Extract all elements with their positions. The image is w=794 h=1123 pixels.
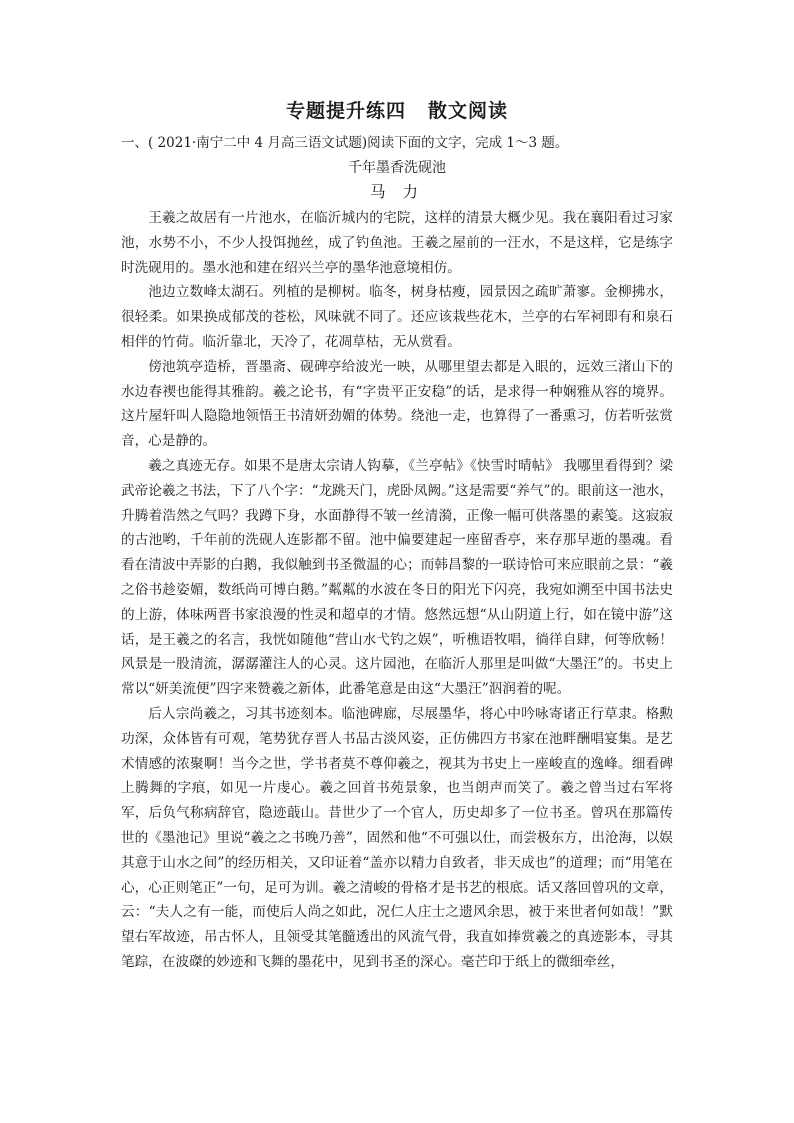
paragraph-1: 王羲之故居有一片池水，在临沂城内的宅院，这样的清景大概少见。我在襄阳看过习家池，水势不小，不少人投饵抛丝，成了钓鱼池。王羲之屋前的一汪水，不是这样，它是练字时洗砚用的。墨水池和建在绍兴兰亭的墨华池意境相仿。: [121, 210, 673, 276]
essay-body: [121, 206, 673, 975]
document-title-sub: 散文阅读: [428, 100, 509, 122]
paragraph-5: 后人宗尚羲之，习其书迹刻本。临池碑廊，尽展墨华，将心中吟咏寄诸正行草隶。格勲功深，众体皆有可观，笔势犹存晋人书品古淡风姿，正仿佛四方书家在池畔酬唱宴集。是艺术情感的浓聚啊！当今之世，学书者莫不尊仰羲之，视其为书史上一座峻直的逸峰。细看碑上腾舞的字痕，如见一片虔心。羲之回首书苑景象，也当朗声而笑了。羲之曾当过右军将军，后负气称病辞官，隐迹蕺山。昔世少了一个官人，历史却多了一位书圣。曾巩在那篇传世的《墨池记》里说“羲之之书晚乃善”，固然和他“不可强以仕，而尝极东方，出沧海，以娱其意于山水之间”的经历相关，又印证着“盖亦以精力自致者，非天成也”的道理；而“用笔在心，心正则笔正”一句，足可为训。羲之清峻的骨格才是书艺的根底。话又落回曾巩的文章，云：“夫人之有一能，而使后人尚之如此，况仁人庄士之遗风余思，被于来世者何如哉！”默望右军故迹，吊古怀人，且领受其笔髓透出的风流气骨，我直如捧赏羲之的真迹影本，寻其笔踪，在波磔的妙迹和飞舞的墨花中，见到书圣的深心。毫芒印于纸上的微细牵丝，: [121, 705, 673, 970]
document-title-main: 专题提升练四: [285, 100, 406, 122]
paragraph-3: 傍池筑亭造桥，晋墨斋、砚碑亭给波光一映，从哪里望去都是入眼的，远效三渚山下的水边春禊也能得其雅韵。羲之论书，有“字贵平正安稳”的话，是求得一种娴雅从容的境界。这片屋轩叫人隐隐地领悟王书清妍劲媚的体势。绕池一走，也算得了一番熏习，仿若听弦赏音，心是静的。: [121, 358, 673, 450]
essay-title: 千年墨香洗砚池: [348, 160, 446, 176]
essay-author: 马 力: [370, 183, 424, 201]
document-title: [0, 96, 794, 123]
question-instruction: 一、( 2021·南宁二中 4 月高三语文试题)阅读下面的文字，完成 1～3 题。: [121, 135, 569, 151]
paragraph-2: 池边立数峰太湖石。列植的是柳树。临冬，树身枯瘦，园景因之疏旷萧寥。金柳拂水，很轻柔。如果换成郁茂的苍松，风味就不同了。还应该栽些花木，兰亭的右军祠即有和泉石相伴的竹荷。临沂靠北，天冷了，花凋草枯，无从赏看。: [121, 284, 673, 350]
paragraph-4: 羲之真迹无存。如果不是唐太宗请人钩摹，《兰亭帖》《快雪时晴帖》 我哪里看得到？梁武帝论羲之书法，下了八个字：“龙跳天门，虎卧凤阙。”这是需要“养气”的。眼前这一池水，升腾着浩然之气吗？我蹲下身，水面静得不皱一丝清漪，正像一幅可供落墨的素笺。这寂寂的古池哟，千年前的洗砚人连影都不留。池中偏要建起一座留香亭，来存那早逝的墨魂。看看在清波中弄影的白鹅，我似触到书圣微温的心；而韩昌黎的一联诗恰可来应眼前之景：“羲之俗书趁姿媚，数纸尚可博白鹅。”粼粼的水波在冬日的阳光下闪亮，我宛如溯至中国书法史的上游，体味两晋书家浪漫的性灵和超卓的才情。悠然远想“从山阴道上行，如在镜中游”这话，是王羲之的名言，我恍如随他“营山水弋钓之娱”，听樵语牧唱，徜徉自肆，何等欣畅！风景是一股清流，潺潺灌注人的心灵。这片园池，在临沂人那里是叫做“大墨汪”的。书史上常以“妍美流便”四字来赞羲之新体，此番笔意是由这“大墨汪”泅润着的呢。: [121, 457, 673, 698]
